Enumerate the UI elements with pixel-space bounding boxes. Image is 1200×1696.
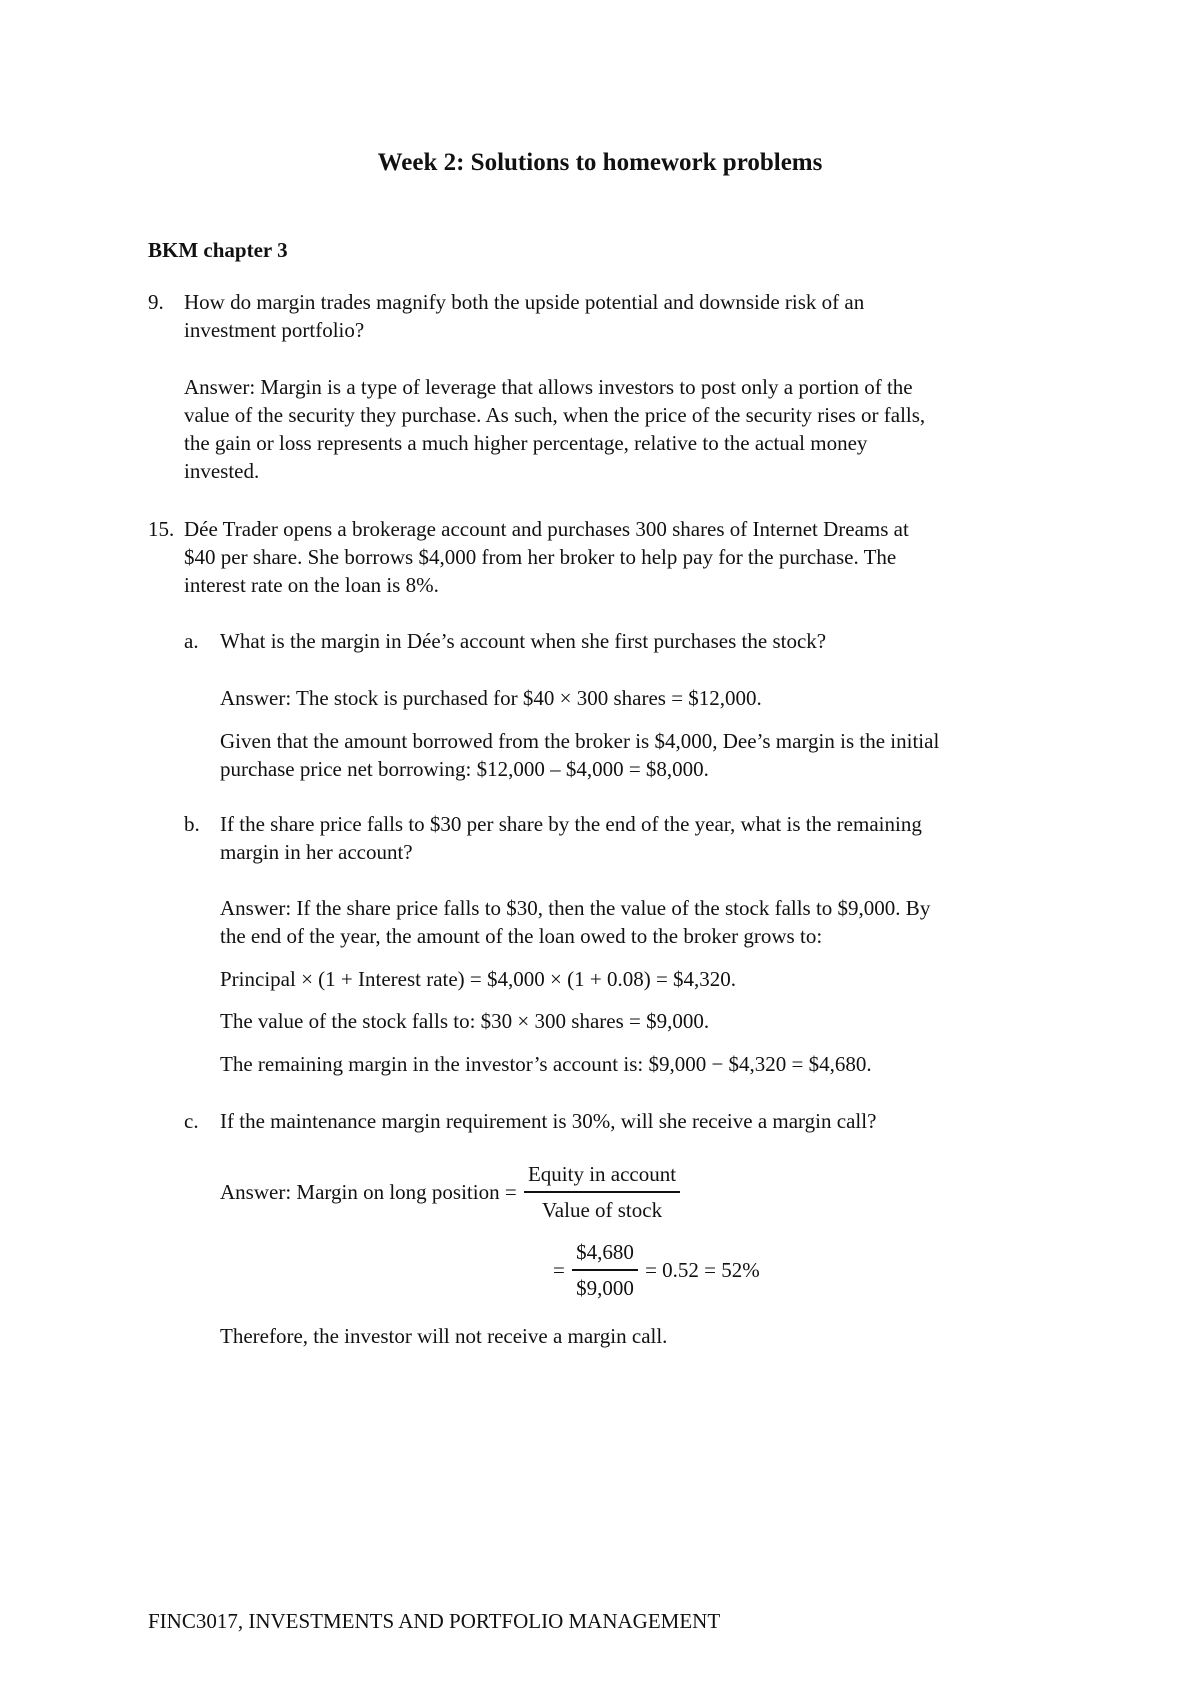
- part-b-question: [220, 810, 1100, 866]
- margin-formula-prefix: Answer: Margin on long position =: [220, 1180, 517, 1204]
- fraction-numerator-equity: Equity in account: [524, 1160, 680, 1193]
- part-b-step-2: The value of the stock falls to: $30 × 300 shares = $9,000.: [220, 1009, 710, 1033]
- part-b-step-3: The remaining margin in the investor’s account is: $9,000 − $4,320 = $4,680.: [220, 1052, 872, 1076]
- question-9-answer-line-3: the gain or loss represents a much higher percentage, relative to the actual money: [184, 431, 868, 455]
- question-9-answer: [184, 373, 1064, 485]
- question-9-answer-line-2: value of the security they purchase. As such, when the price of the security rises or falls,: [184, 403, 926, 427]
- question-9-answer-line-1: Answer: Margin is a type of leverage that allows investors to post only a portion of the: [184, 375, 913, 399]
- part-c-conclusion: Therefore, the investor will not receive a margin call.: [220, 1324, 668, 1348]
- margin-calculation-fraction: [572, 1238, 638, 1302]
- part-b-answer-line-2: the end of the year, the amount of the loan owed to the broker grows to:: [220, 924, 823, 948]
- question-9-number: 9.: [148, 290, 164, 314]
- part-a-letter: a.: [184, 629, 199, 653]
- question-9-answer-line-4: invested.: [184, 459, 260, 483]
- part-a-answer-1: Answer: The stock is purchased for $40 × 300 shares = $12,000.: [220, 686, 762, 710]
- margin-calculation-equals: =: [553, 1258, 565, 1282]
- fraction-numerator-4680: $4,680: [572, 1238, 638, 1271]
- question-9-line-1: How do margin trades magnify both the upside potential and downside risk of an: [184, 290, 865, 314]
- part-b-question-line-2: margin in her account?: [220, 840, 413, 864]
- margin-calculation-result: = 0.52 = 52%: [645, 1258, 760, 1282]
- part-a-answer-2-line-1: Given that the amount borrowed from the broker is $4,000, Dee’s margin is the initial: [220, 729, 940, 753]
- question-9-line-2: investment portfolio?: [184, 318, 365, 342]
- question-15-number: 15.: [148, 517, 175, 541]
- part-b-question-line-1: If the share price falls to $30 per share by the end of the year, what is the remaining: [220, 812, 922, 836]
- fraction-denominator-value: Value of stock: [541, 1198, 663, 1222]
- page-footer: FINC3017, INVESTMENTS AND PORTFOLIO MANAGEMENT: [148, 1609, 721, 1633]
- question-9-text: [184, 288, 1064, 344]
- margin-formula: [220, 1160, 682, 1224]
- question-15-text: [184, 515, 1064, 599]
- part-b-answer-line-1: Answer: If the share price falls to $30, then the value of the stock falls to $9,000. By: [220, 896, 931, 920]
- part-c-question: If the maintenance margin requirement is 30%, will she receive a margin call?: [220, 1109, 877, 1133]
- part-a-answer-2: [220, 727, 1100, 783]
- part-a-question: What is the margin in Dée’s account when she first purchases the stock?: [220, 629, 827, 653]
- part-b-letter: b.: [184, 812, 200, 836]
- margin-calculation: [553, 1238, 760, 1302]
- question-15-line-3: interest rate on the loan is 8%.: [184, 573, 439, 597]
- question-15-line-1: Dée Trader opens a brokerage account and purchases 300 shares of Internet Dreams at: [184, 517, 909, 541]
- part-a-answer-2-line-2: purchase price net borrowing: $12,000 – $4,000 = $8,000.: [220, 757, 709, 781]
- document-title: Week 2: Solutions to homework problems: [377, 149, 823, 176]
- fraction-denominator-9000: $9,000: [576, 1276, 634, 1300]
- part-b-answer: [220, 894, 1100, 950]
- part-b-step-1: Principal × (1 + Interest rate) = $4,000 × (1 + 0.08) = $4,320.: [220, 967, 737, 991]
- margin-formula-fraction: [524, 1160, 680, 1224]
- section-heading: BKM chapter 3: [148, 238, 288, 262]
- part-c-letter: c.: [184, 1109, 199, 1133]
- question-15-line-2: $40 per share. She borrows $4,000 from her broker to help pay for the purchase. The: [184, 545, 897, 569]
